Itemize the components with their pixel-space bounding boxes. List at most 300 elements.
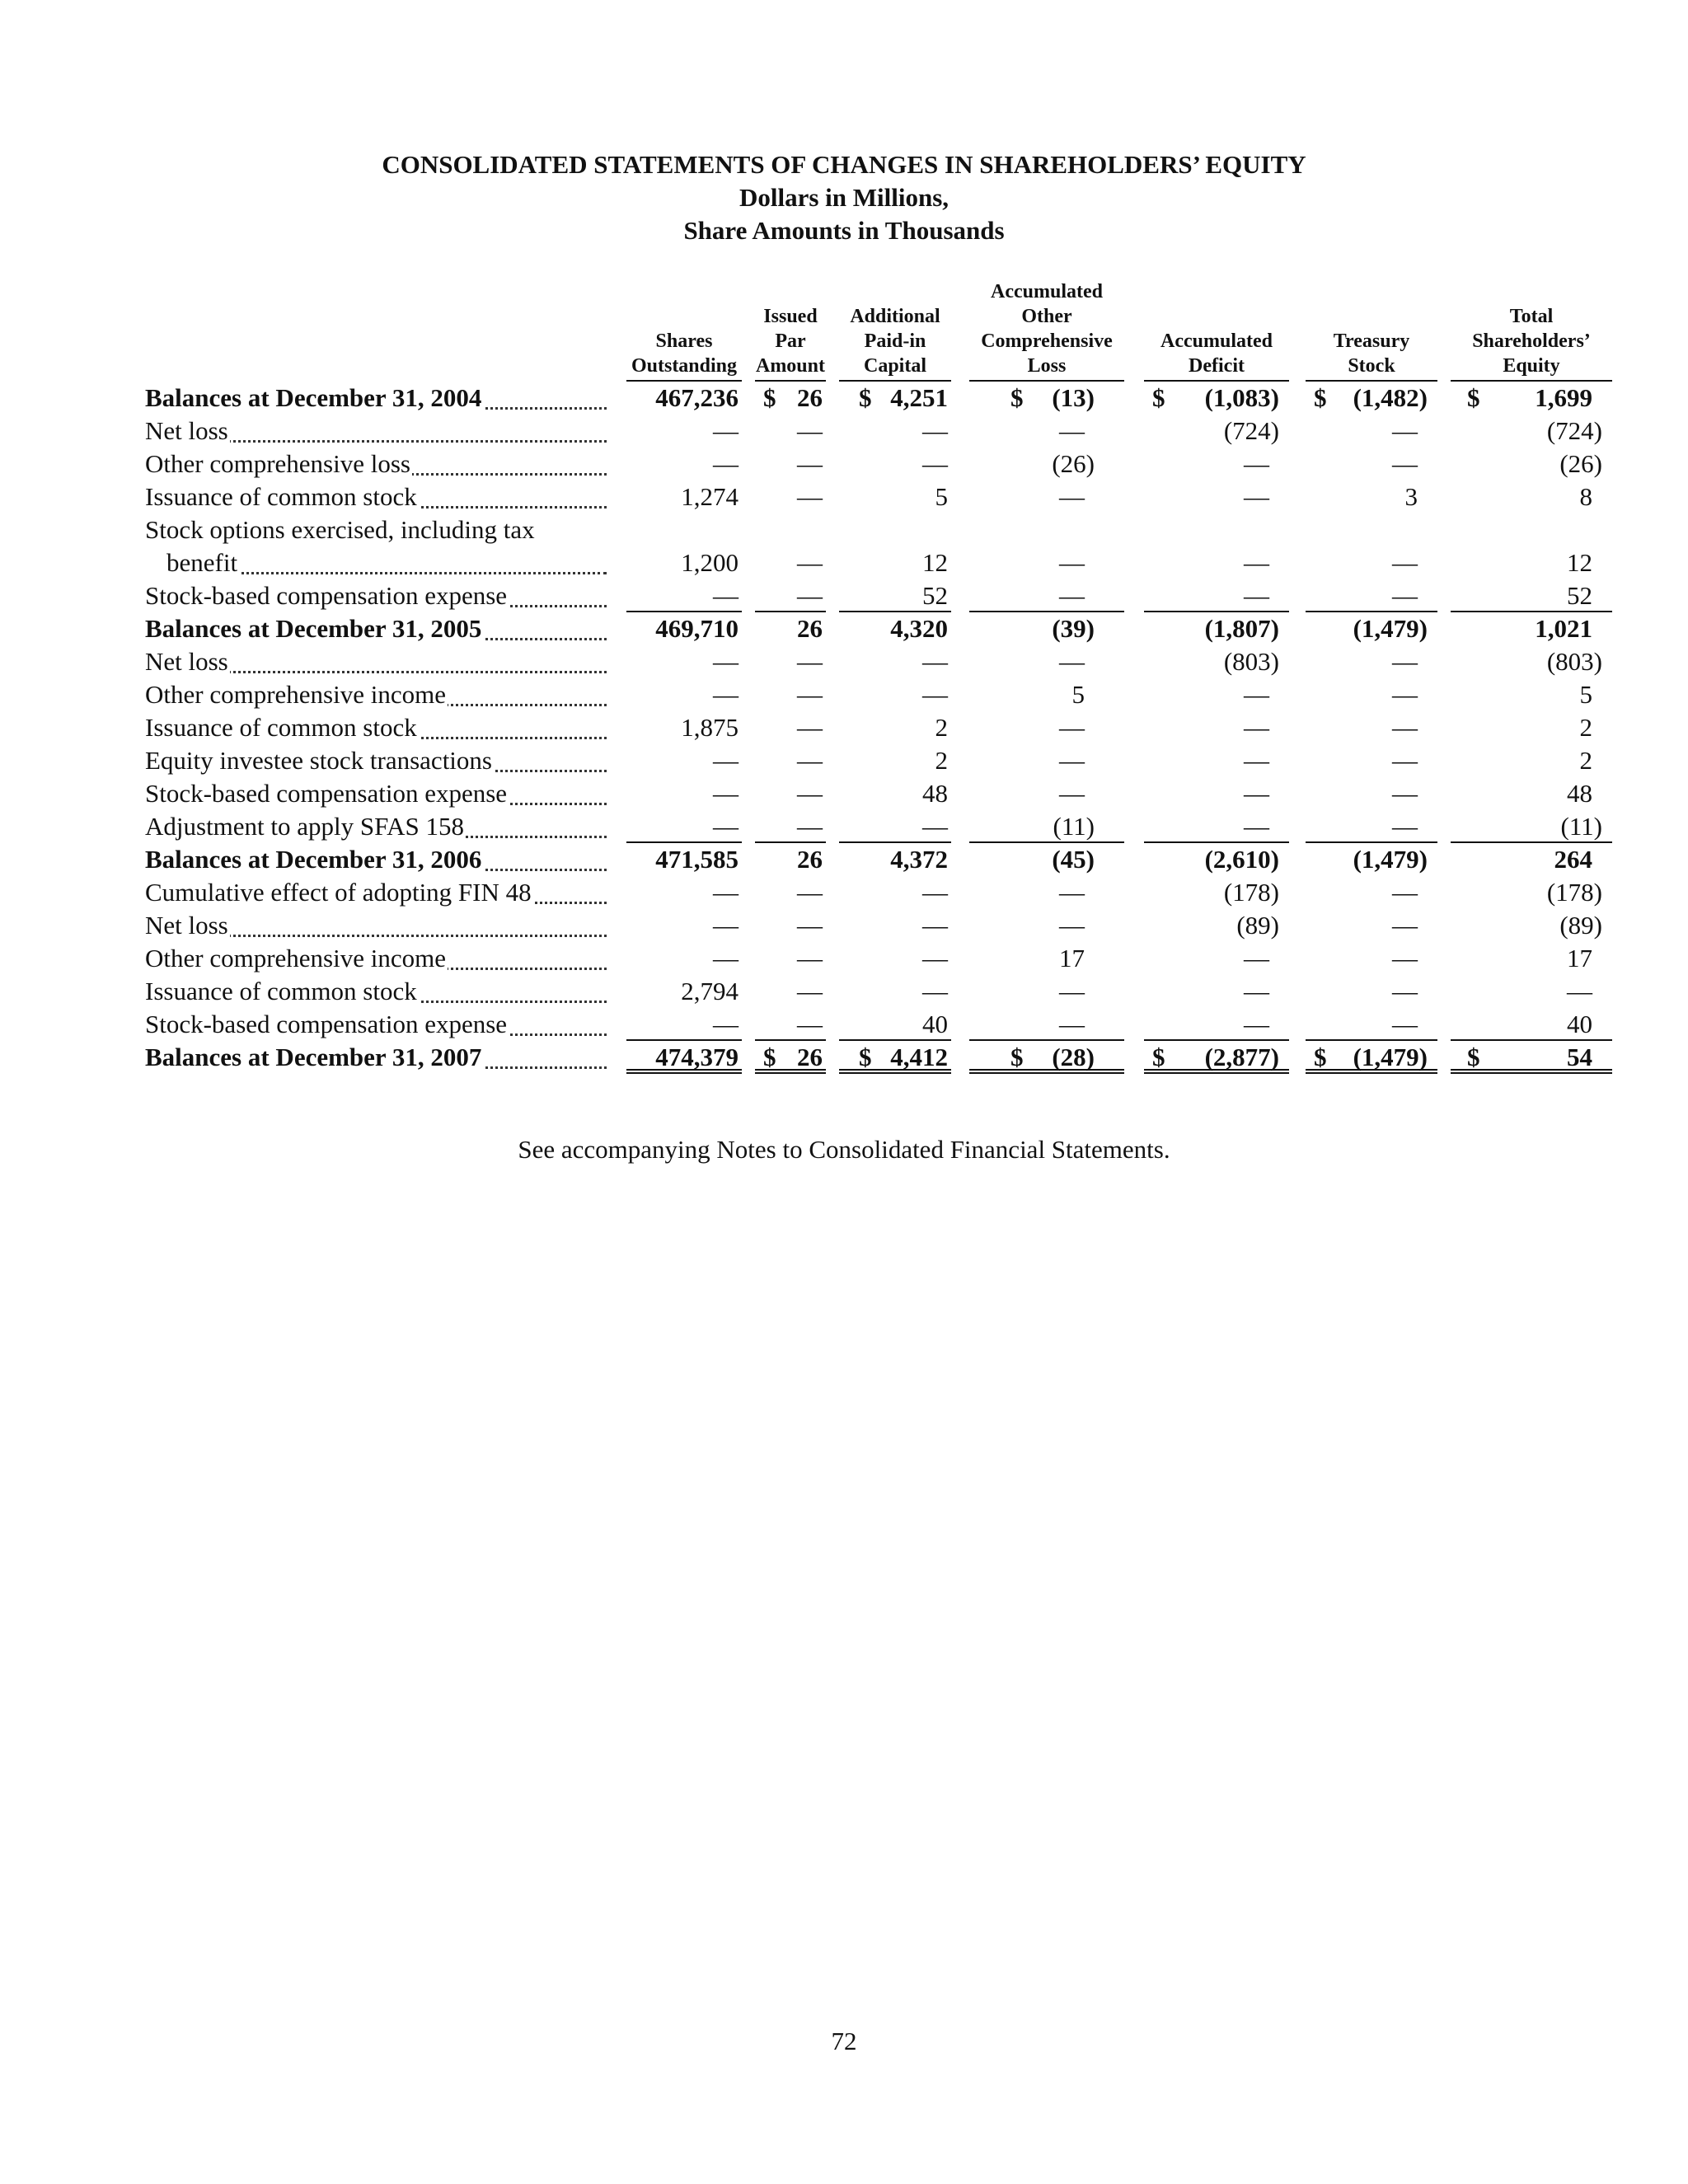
value-cell — [1306, 711, 1437, 744]
value-cell — [1144, 579, 1289, 612]
cell-value: — — [1059, 779, 1085, 808]
row-label-text: Equity investee stock transactions — [145, 746, 492, 775]
cell-value: — — [713, 449, 738, 478]
row-label-text: Balances at December 31, 2007 — [145, 1043, 482, 1071]
cell-value: — — [797, 548, 823, 577]
value-cell — [626, 1008, 742, 1041]
cell-value: (1,479) — [1353, 614, 1428, 643]
row-label — [145, 513, 607, 579]
column-header-line: Total — [1509, 306, 1554, 327]
page-number: 72 — [831, 2027, 857, 2055]
row-label-text: Stock-based compensation expense — [145, 779, 508, 808]
cell-value: 469,710 — [655, 614, 738, 643]
cell-value: 52 — [922, 581, 948, 610]
table-row — [145, 744, 1612, 777]
value-cell — [1144, 1041, 1289, 1074]
value-cell — [969, 579, 1124, 612]
table-row — [145, 579, 1612, 612]
value-cell — [1451, 711, 1612, 744]
value-cell — [755, 1008, 826, 1041]
value-cell — [1451, 810, 1612, 843]
row-label-text: Other comprehensive loss — [145, 449, 410, 478]
cell-value: — — [922, 878, 948, 907]
cell-value: 26 — [797, 845, 823, 874]
table-row — [145, 415, 1612, 448]
cell-value: 467,236 — [655, 383, 738, 412]
row-label — [145, 810, 607, 843]
cell-value: 2,794 — [681, 977, 738, 1005]
cell-value: (28) — [1052, 1043, 1095, 1071]
value-cell — [969, 382, 1124, 415]
cell-value: — — [797, 482, 823, 511]
value-cell — [839, 448, 951, 480]
value-cell — [969, 415, 1124, 448]
cell-value: — — [797, 911, 823, 940]
cell-value: — — [1244, 977, 1269, 1005]
value-cell — [1306, 579, 1437, 612]
cell-value: — — [922, 416, 948, 445]
row-label-text: Other comprehensive income — [145, 944, 446, 972]
row-label-text: Net loss — [145, 416, 228, 445]
cell-value: (2,610) — [1204, 845, 1279, 874]
value-cell — [839, 909, 951, 942]
cell-value: — — [1244, 812, 1269, 841]
cell-value: — — [713, 911, 738, 940]
title-line-2: Dollars in Millions, — [738, 183, 950, 212]
value-cell — [1306, 480, 1437, 513]
cell-value: — — [922, 449, 948, 478]
table-row — [145, 711, 1612, 744]
value-cell — [755, 1041, 826, 1074]
cell-value: (1,479) — [1353, 845, 1428, 874]
row-label — [145, 415, 607, 448]
value-cell — [1144, 415, 1289, 448]
currency-symbol: $ — [763, 383, 776, 412]
cell-value: — — [1244, 1010, 1269, 1038]
value-cell — [839, 843, 951, 876]
value-cell — [1451, 678, 1612, 711]
value-cell — [626, 612, 742, 645]
cell-value: 12 — [1567, 548, 1592, 577]
column-header — [1306, 329, 1437, 382]
value-cell — [755, 612, 826, 645]
value-cell — [839, 942, 951, 975]
value-cell — [626, 645, 742, 678]
value-cell — [755, 448, 826, 480]
table-row — [145, 1041, 1612, 1074]
value-cell — [755, 546, 826, 579]
currency-symbol: $ — [763, 1043, 776, 1071]
value-cell — [626, 777, 742, 810]
row-label-text: Balances at December 31, 2005 — [145, 614, 482, 643]
value-cell — [839, 612, 951, 645]
cell-value: — — [713, 944, 738, 972]
column-header-line: Accumulated — [1160, 330, 1273, 352]
value-cell — [839, 1008, 951, 1041]
cell-value: — — [1392, 680, 1418, 709]
value-cell — [969, 546, 1124, 579]
column-header-line: Deficit — [1189, 355, 1245, 377]
value-cell — [1306, 612, 1437, 645]
cell-value: 5 — [935, 482, 948, 511]
value-cell — [839, 480, 951, 513]
cell-value: — — [922, 944, 948, 972]
cell-value: — — [1244, 482, 1269, 511]
footnote: See accompanying Notes to Consolidated Financial Statements. — [518, 1135, 1170, 1164]
value-cell — [839, 744, 951, 777]
cell-value: — — [1244, 680, 1269, 709]
value-cell — [969, 975, 1124, 1008]
table-row — [145, 513, 1612, 579]
value-cell — [755, 415, 826, 448]
value-cell — [969, 1041, 1124, 1074]
cell-value: 5 — [1071, 680, 1085, 709]
table-row — [145, 777, 1612, 810]
value-cell — [1306, 975, 1437, 1008]
cell-value: 26 — [797, 614, 823, 643]
table-row — [145, 843, 1612, 876]
table-row — [145, 810, 1612, 843]
value-cell — [969, 777, 1124, 810]
table-row — [145, 382, 1612, 415]
cell-value: (1,083) — [1204, 383, 1279, 412]
value-cell — [1144, 645, 1289, 678]
cell-value: — — [797, 779, 823, 808]
cell-value: — — [1059, 746, 1085, 775]
column-header-line: Outstanding — [631, 355, 738, 377]
cell-value: 1,200 — [681, 548, 738, 577]
value-cell — [969, 480, 1124, 513]
table-row — [145, 876, 1612, 909]
cell-value: 2 — [935, 713, 948, 742]
table-row — [145, 480, 1612, 513]
cell-value: — — [1392, 1010, 1418, 1038]
table-row — [145, 975, 1612, 1008]
row-label-line-2: benefit — [166, 548, 238, 577]
value-cell — [839, 382, 951, 415]
value-cell — [1451, 480, 1612, 513]
value-cell — [969, 744, 1124, 777]
value-cell — [1144, 382, 1289, 415]
cell-value: — — [797, 713, 823, 742]
value-cell — [755, 744, 826, 777]
cell-value: — — [797, 878, 823, 907]
cell-value: — — [1059, 878, 1085, 907]
cell-value: — — [1059, 416, 1085, 445]
column-header — [839, 304, 951, 382]
value-cell — [1306, 448, 1437, 480]
value-cell — [626, 415, 742, 448]
value-cell — [1451, 415, 1612, 448]
currency-symbol: $ — [1314, 1043, 1327, 1071]
column-header-line: Par — [775, 330, 806, 352]
cell-value: 3 — [1404, 482, 1418, 511]
column-header-line: Equity — [1503, 355, 1560, 377]
value-cell — [755, 480, 826, 513]
value-cell — [1451, 1041, 1612, 1074]
value-cell — [1144, 744, 1289, 777]
cell-value: — — [922, 680, 948, 709]
cell-value: — — [1244, 713, 1269, 742]
cell-value: — — [713, 1010, 738, 1038]
cell-value: 26 — [797, 1043, 823, 1071]
cell-value: 264 — [1554, 845, 1592, 874]
cell-value: 4,251 — [890, 383, 948, 412]
value-cell — [1306, 942, 1437, 975]
table-row — [145, 612, 1612, 645]
column-header-line: Comprehensive — [981, 330, 1113, 352]
row-label-text: Adjustment to apply SFAS 158 — [145, 812, 464, 841]
cell-value: 48 — [922, 779, 948, 808]
cell-value: 12 — [922, 548, 948, 577]
value-cell — [626, 810, 742, 843]
cell-value: 1,274 — [681, 482, 738, 511]
cell-value: (803) — [1546, 647, 1602, 676]
value-cell — [755, 382, 826, 415]
cell-value: (724) — [1546, 416, 1602, 445]
value-cell — [1451, 579, 1612, 612]
value-cell — [1144, 843, 1289, 876]
title-line-3: Share Amounts in Thousands — [683, 216, 1005, 245]
cell-value: — — [1059, 548, 1085, 577]
value-cell — [626, 744, 742, 777]
value-cell — [1306, 678, 1437, 711]
cell-value: — — [797, 944, 823, 972]
cell-value: (724) — [1223, 416, 1279, 445]
cell-value: — — [1059, 1010, 1085, 1038]
value-cell — [969, 909, 1124, 942]
value-cell — [969, 711, 1124, 744]
cell-value: 17 — [1567, 944, 1592, 972]
value-cell — [1306, 546, 1437, 579]
currency-symbol: $ — [1467, 383, 1480, 412]
cell-value: 8 — [1579, 482, 1592, 511]
currency-symbol: $ — [859, 383, 872, 412]
cell-value: — — [1392, 647, 1418, 676]
row-label-text: Net loss — [145, 911, 228, 940]
value-cell — [1144, 942, 1289, 975]
cell-value: 5 — [1579, 680, 1592, 709]
column-header-line: Shareholders’ — [1472, 330, 1591, 352]
value-cell — [839, 711, 951, 744]
cell-value: 1,699 — [1535, 383, 1592, 412]
row-label-text: Cumulative effect of adopting FIN 48 — [145, 878, 532, 907]
value-cell — [1306, 645, 1437, 678]
cell-value: 2 — [1579, 746, 1592, 775]
value-cell — [626, 975, 742, 1008]
value-cell — [1451, 382, 1612, 415]
row-label-text: Stock-based compensation expense — [145, 581, 508, 610]
value-cell — [1144, 448, 1289, 480]
cell-value: — — [1392, 746, 1418, 775]
table-body — [145, 382, 1612, 1074]
value-cell — [839, 876, 951, 909]
value-cell — [755, 579, 826, 612]
row-label — [145, 1041, 607, 1074]
value-cell — [1306, 415, 1437, 448]
row-label — [145, 448, 607, 480]
value-cell — [626, 382, 742, 415]
value-cell — [1306, 744, 1437, 777]
cell-value: (89) — [1559, 911, 1602, 940]
column-header — [755, 304, 826, 382]
value-cell — [1144, 876, 1289, 909]
cell-value: 1,875 — [681, 713, 738, 742]
row-label — [145, 480, 607, 513]
currency-symbol: $ — [1152, 1043, 1165, 1071]
cell-value: 54 — [1567, 1043, 1592, 1071]
cell-value: (11) — [1560, 812, 1602, 841]
column-header-line: Additional — [850, 306, 940, 327]
cell-value: — — [1059, 911, 1085, 940]
value-cell — [1144, 612, 1289, 645]
value-cell — [755, 975, 826, 1008]
column-headers — [145, 276, 1612, 382]
currency-symbol: $ — [1010, 1043, 1024, 1071]
table-row — [145, 448, 1612, 480]
cell-value: — — [1059, 713, 1085, 742]
value-cell — [1144, 480, 1289, 513]
cell-value: (178) — [1223, 878, 1279, 907]
cell-value: — — [1392, 812, 1418, 841]
value-cell — [626, 448, 742, 480]
value-cell — [1451, 645, 1612, 678]
value-cell — [969, 843, 1124, 876]
column-header-line: Accumulated — [991, 281, 1103, 302]
column-header-line: Amount — [755, 355, 825, 377]
value-cell — [1306, 1008, 1437, 1041]
value-cell — [1144, 1008, 1289, 1041]
cell-value: — — [713, 812, 738, 841]
equity-statement-table — [145, 276, 1612, 1074]
value-cell — [755, 942, 826, 975]
value-cell — [1144, 777, 1289, 810]
title-line-1: CONSOLIDATED STATEMENTS OF CHANGES IN SHAREHOLDERS’ EQUITY — [382, 150, 1306, 179]
value-cell — [1451, 777, 1612, 810]
column-header-line: Treasury — [1333, 330, 1410, 352]
cell-value: — — [1392, 779, 1418, 808]
value-cell — [839, 975, 951, 1008]
cell-value: 471,585 — [655, 845, 738, 874]
row-label-line-1: Stock options exercised, including tax — [145, 515, 535, 544]
cell-value: — — [713, 581, 738, 610]
cell-value: — — [797, 977, 823, 1005]
row-label-text: Net loss — [145, 647, 228, 676]
cell-value: — — [1392, 878, 1418, 907]
cell-value: 40 — [922, 1010, 948, 1038]
column-header — [969, 279, 1124, 382]
row-label — [145, 1008, 607, 1041]
cell-value: — — [922, 977, 948, 1005]
column-header-line: Loss — [1027, 355, 1067, 377]
cell-value: — — [1244, 746, 1269, 775]
cell-value: (13) — [1052, 383, 1095, 412]
value-cell — [1144, 975, 1289, 1008]
value-cell — [1451, 942, 1612, 975]
cell-value: — — [1244, 581, 1269, 610]
column-header-line: Capital — [863, 355, 926, 377]
value-cell — [1451, 909, 1612, 942]
row-label — [145, 612, 607, 645]
value-cell — [755, 777, 826, 810]
value-cell — [1144, 909, 1289, 942]
cell-value: (803) — [1223, 647, 1279, 676]
value-cell — [969, 876, 1124, 909]
row-label-text: Balances at December 31, 2004 — [145, 383, 482, 412]
cell-value: — — [713, 416, 738, 445]
cell-value: 40 — [1567, 1010, 1592, 1038]
value-cell — [1451, 744, 1612, 777]
value-cell — [755, 645, 826, 678]
value-cell — [626, 678, 742, 711]
value-cell — [969, 942, 1124, 975]
cell-value: — — [1059, 647, 1085, 676]
cell-value: — — [922, 812, 948, 841]
cell-value: (1,807) — [1204, 614, 1279, 643]
value-cell — [1144, 711, 1289, 744]
cell-value: 26 — [797, 383, 823, 412]
value-cell — [626, 579, 742, 612]
value-cell — [839, 678, 951, 711]
value-cell — [1144, 546, 1289, 579]
cell-value: — — [1392, 977, 1418, 1005]
cell-value: 52 — [1567, 581, 1592, 610]
cell-value: 4,372 — [890, 845, 948, 874]
value-cell — [1451, 546, 1612, 579]
cell-value: — — [1567, 977, 1592, 1005]
row-label — [145, 744, 607, 777]
value-cell — [969, 645, 1124, 678]
cell-value: (89) — [1236, 911, 1279, 940]
value-cell — [626, 480, 742, 513]
cell-value: — — [1392, 581, 1418, 610]
row-label — [145, 645, 607, 678]
value-cell — [969, 810, 1124, 843]
cell-value: (45) — [1052, 845, 1095, 874]
row-label — [145, 678, 607, 711]
cell-value: (1,479) — [1353, 1043, 1428, 1071]
cell-value: (2,877) — [1204, 1043, 1279, 1071]
row-label — [145, 942, 607, 975]
value-cell — [755, 876, 826, 909]
cell-value: — — [797, 647, 823, 676]
value-cell — [839, 645, 951, 678]
cell-value: — — [797, 416, 823, 445]
cell-value: — — [1392, 911, 1418, 940]
value-cell — [839, 810, 951, 843]
value-cell — [839, 415, 951, 448]
value-cell — [969, 448, 1124, 480]
column-header-line: Stock — [1348, 355, 1395, 377]
value-cell — [755, 678, 826, 711]
value-cell — [969, 612, 1124, 645]
table-row — [145, 942, 1612, 975]
row-label — [145, 777, 607, 810]
cell-value: — — [1244, 944, 1269, 972]
cell-value: — — [922, 647, 948, 676]
cell-value: — — [797, 449, 823, 478]
value-cell — [839, 579, 951, 612]
value-cell — [755, 909, 826, 942]
cell-value: (26) — [1052, 449, 1095, 478]
row-label-text: Issuance of common stock — [145, 482, 417, 511]
table-row — [145, 645, 1612, 678]
cell-value: — — [1392, 416, 1418, 445]
cell-value: — — [1059, 482, 1085, 511]
column-header-line: Shares — [655, 330, 713, 352]
value-cell — [1306, 810, 1437, 843]
cell-value: — — [1244, 449, 1269, 478]
